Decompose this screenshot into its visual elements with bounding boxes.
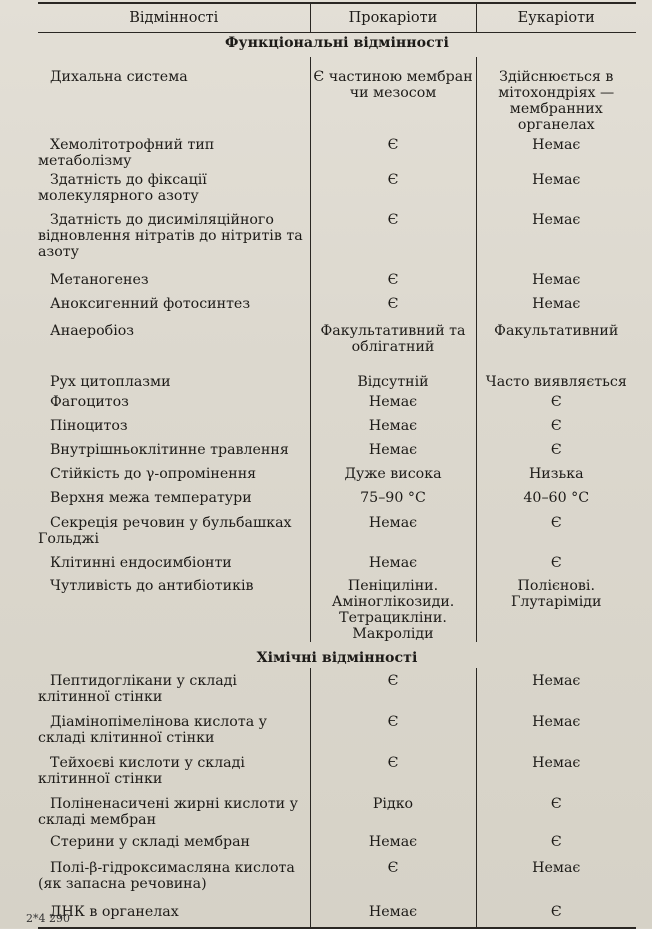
row-feature: Поліненасичені жирні кислоти у складі мембран xyxy=(38,796,298,828)
row-eukaryotes-value: Є xyxy=(476,512,636,552)
row-eukaryotes-value: Є xyxy=(476,416,636,440)
row-prokaryotes-value: Факультативний та облігатний xyxy=(310,317,476,364)
row-feature: Тейхоєві кислоти у складі клітинної стінки xyxy=(38,755,245,787)
row-prokaryotes-value: Немає xyxy=(310,832,476,856)
table-row xyxy=(38,512,636,552)
row-eukaryotes-value: Полієнові. Глутаріміди xyxy=(476,576,636,642)
row-feature: Фагоцитоз xyxy=(50,394,129,410)
table-row xyxy=(38,464,636,488)
row-prokaryotes-value: Немає xyxy=(310,512,476,552)
table-row xyxy=(38,440,636,464)
row-prokaryotes-value: Немає xyxy=(310,440,476,464)
table-row xyxy=(38,269,636,293)
row-eukaryotes-value: Є xyxy=(476,552,636,576)
table-row xyxy=(38,209,636,269)
row-prokaryotes-value: Є xyxy=(310,209,476,269)
table-row xyxy=(38,488,636,512)
table-row xyxy=(38,752,636,790)
row-eukaryotes-value: Низька xyxy=(476,464,636,488)
section-header-row xyxy=(38,642,636,668)
row-feature: Верхня межа температури xyxy=(50,490,252,506)
table-row xyxy=(38,904,636,928)
row-prokaryotes-value: Є xyxy=(310,668,476,710)
table-row xyxy=(38,317,636,364)
row-prokaryotes-value: Рідко xyxy=(310,790,476,832)
table-row xyxy=(38,668,636,710)
row-feature: Аноксигенний фотосинтез xyxy=(50,296,251,312)
table-row xyxy=(38,790,636,832)
row-feature: Внутрішньоклітинне травлення xyxy=(50,442,289,458)
row-eukaryotes-value: Немає xyxy=(476,752,636,790)
row-eukaryotes-value: Є xyxy=(476,440,636,464)
table-row xyxy=(38,133,636,169)
row-prokaryotes-value: 75–90 °С xyxy=(310,488,476,512)
row-prokaryotes-value: Дуже висока xyxy=(310,464,476,488)
header-differences: Відмінності xyxy=(38,3,310,33)
row-prokaryotes-value: Немає xyxy=(310,416,476,440)
row-feature: Діамінопімелінова кислота у складі клітинної стінки xyxy=(38,714,268,746)
row-feature: Хемолітотрофний тип метаболізму xyxy=(38,137,215,169)
row-prokaryotes-value: Немає xyxy=(310,904,476,928)
row-feature: Чутливість до антибіотиків xyxy=(50,578,254,594)
table-row xyxy=(38,416,636,440)
row-feature: Здатність до дисиміляційного відновлення нітратів до нітритів та азоту xyxy=(38,212,303,260)
row-feature: Здатність до фіксації молекулярного азоту xyxy=(38,172,207,204)
row-eukaryotes-value: Немає xyxy=(476,293,636,317)
row-prokaryotes-value: Є xyxy=(310,856,476,904)
table-row xyxy=(38,57,636,133)
section-header-row xyxy=(38,33,636,58)
row-prokaryotes-value: Є xyxy=(310,133,476,169)
row-prokaryotes-value: Є xyxy=(310,269,476,293)
row-prokaryotes-value: Відсутній xyxy=(310,364,476,392)
row-eukaryotes-value: Є xyxy=(476,832,636,856)
row-feature: Анаеробіоз xyxy=(50,323,135,339)
row-prokaryotes-value: Пеніциліни. Аміноглікозиди. Тетрацикліни. Макроліди xyxy=(310,576,476,642)
row-feature: Полі-β-гідроксимасляна кислота (як запасна речовина) xyxy=(38,860,295,892)
row-eukaryotes-value: Є xyxy=(476,392,636,416)
row-feature: Стійкість до γ-опромінення xyxy=(50,466,257,482)
row-feature: ДНК в органелах xyxy=(38,904,310,928)
row-eukaryotes-value: Часто виявляється xyxy=(476,364,636,392)
row-eukaryotes-value: Немає xyxy=(476,269,636,293)
section-title: Хімічні відмінності xyxy=(256,650,418,666)
row-eukaryotes-value: Немає xyxy=(476,710,636,752)
table-row xyxy=(38,576,636,642)
table-row xyxy=(38,710,636,752)
table-row xyxy=(38,169,636,209)
row-eukaryotes-value: Є xyxy=(476,790,636,832)
row-eukaryotes-value: Факультативний xyxy=(476,317,636,364)
table-row xyxy=(38,832,636,856)
differences-table xyxy=(38,2,636,929)
row-feature: Метаногенез xyxy=(50,272,149,288)
row-eukaryotes-value: Немає xyxy=(476,133,636,169)
row-prokaryotes-value: Є xyxy=(310,169,476,209)
row-prokaryotes-value: Немає xyxy=(310,552,476,576)
row-feature: Дихальна система xyxy=(50,69,188,85)
row-prokaryotes-value: Є xyxy=(310,293,476,317)
row-eukaryotes-value: Немає xyxy=(476,856,636,904)
section-title: Функціональні відмінності xyxy=(225,35,449,51)
row-prokaryotes-value: Немає xyxy=(310,392,476,416)
row-prokaryotes-value: Є xyxy=(310,710,476,752)
table-row xyxy=(38,552,636,576)
header-eukaryotes: Еукаріоти xyxy=(476,3,636,33)
row-feature: Піноцитоз xyxy=(50,418,128,434)
row-feature: Пептидоглікани у складі клітинної стінки xyxy=(38,673,237,705)
row-feature: Клітинні ендосимбіонти xyxy=(50,555,232,571)
row-feature: Рух цитоплазми xyxy=(50,374,171,390)
row-eukaryotes-value: Є xyxy=(476,904,636,928)
page-number: 2*4 290 xyxy=(26,912,70,925)
table-row xyxy=(38,364,636,392)
row-eukaryotes-value: Немає xyxy=(476,169,636,209)
row-eukaryotes-value: Немає xyxy=(476,668,636,710)
row-feature: Секреція речовин у бульбашках Гольджі xyxy=(38,515,292,547)
header-prokaryotes: Прокаріоти xyxy=(310,3,476,33)
table-row xyxy=(38,856,636,904)
row-eukaryotes-value: Немає xyxy=(476,209,636,269)
row-feature: Стерини у складі мембран xyxy=(50,834,250,850)
row-eukaryotes-value: Здійснюється в мітохондріях — мембранних органелах xyxy=(476,57,636,133)
table-row xyxy=(38,293,636,317)
table-row xyxy=(38,392,636,416)
header-row xyxy=(38,3,636,33)
row-prokaryotes-value: Є частиною мембран чи мезосом xyxy=(310,57,476,133)
row-eukaryotes-value: 40–60 °С xyxy=(476,488,636,512)
row-prokaryotes-value: Є xyxy=(310,752,476,790)
